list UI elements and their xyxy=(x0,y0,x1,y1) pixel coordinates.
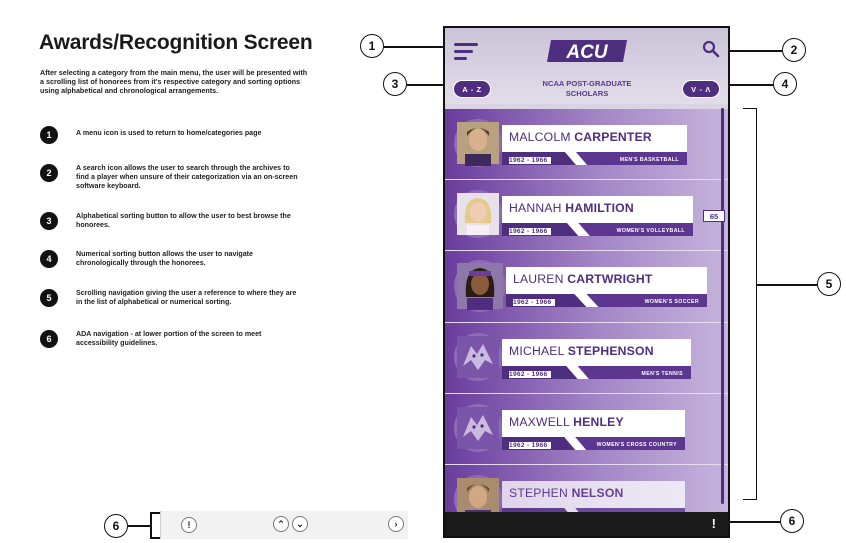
ada-alert-button[interactable]: ! xyxy=(181,517,197,533)
callout-bracket xyxy=(150,512,152,539)
callout-2: 2 xyxy=(782,38,806,62)
honoree-sport: MEN'S TENNIS xyxy=(641,371,683,377)
ada-scroll-up-button[interactable]: ⌃ xyxy=(273,516,289,532)
ada-navigation-bar xyxy=(445,512,728,536)
ada-next-button[interactable]: › xyxy=(388,516,404,532)
honoree-list[interactable] xyxy=(445,105,728,510)
scroll-track[interactable] xyxy=(721,108,724,504)
honoree-name: HANNAH HAMILTION xyxy=(509,201,634,215)
honoree-sport: MEN'S BASKETBALL xyxy=(619,157,679,163)
honoree-card xyxy=(502,125,687,165)
category-title-line1: NCAA POST-GRADUATE xyxy=(542,79,632,88)
callout-line xyxy=(728,521,780,523)
note-number: 4 xyxy=(40,250,58,268)
female-athlete-photo xyxy=(454,190,502,238)
category-title-line2: SCHOLARS xyxy=(565,89,609,98)
note-number: 5 xyxy=(40,289,58,307)
callout-5: 5 xyxy=(817,272,841,296)
scroll-bracket xyxy=(743,108,757,500)
honoree-years: 1962 - 1966 xyxy=(509,157,551,164)
logo-text: ACU xyxy=(566,42,608,63)
note-text: A search icon allows the user to search through the archives to find a player when unsure of their categorization via an on-screen software keyboard. xyxy=(76,164,298,191)
note-number: 2 xyxy=(40,164,58,182)
menu-icon[interactable] xyxy=(454,41,480,61)
honoree-years: 1962 - 1966 xyxy=(509,228,551,235)
note-text: Scrolling navigation giving the user a reference to where they are in the list of alphabetical or numerical sorting. xyxy=(76,289,297,307)
honoree-years: 1962 - 1966 xyxy=(513,299,555,306)
honoree-row[interactable] xyxy=(445,251,728,323)
honoree-card xyxy=(502,339,691,379)
ada-alert-button[interactable]: ! xyxy=(711,516,716,531)
note-text: Alphabetical sorting button to allow the user to best browse the honorees. xyxy=(76,212,291,230)
note-text: ADA navigation - at lower portion of the screen to meet accessibility guidelines. xyxy=(76,330,262,348)
callout-line xyxy=(722,50,782,52)
honoree-card xyxy=(502,410,685,450)
phone-screen xyxy=(443,26,730,538)
callout-line xyxy=(757,284,817,286)
honoree-name: STEPHEN NELSON xyxy=(509,486,624,500)
category-title xyxy=(513,79,661,99)
note-number: 6 xyxy=(40,330,58,348)
note-number: 3 xyxy=(40,212,58,230)
scroll-position-indicator[interactable]: 65 xyxy=(703,210,725,222)
callout-line xyxy=(384,46,450,48)
app-header xyxy=(445,28,728,104)
note-text: Numerical sorting button allows the user to navigate chronologically through the honorees. xyxy=(76,250,253,268)
intro-text: After selecting a category from the main menu, the user will be presented with a scrolling list of honorees from it's respective category and sorting options using alphabetical and chronological arrangements. xyxy=(40,68,308,96)
honoree-sport: WOMEN'S VOLLEYBALL xyxy=(616,228,685,234)
honoree-row[interactable] xyxy=(445,180,728,251)
honoree-name: LAUREN CARTWRIGHT xyxy=(513,272,653,286)
sort-alphabetical-button[interactable]: A - Z xyxy=(453,80,491,98)
honoree-card xyxy=(506,267,707,307)
note-number: 1 xyxy=(40,126,58,144)
callout-bracket xyxy=(150,537,160,539)
male-athlete-photo xyxy=(454,119,502,167)
ada-navigation-sample xyxy=(160,511,408,539)
callout-1: 1 xyxy=(360,34,384,58)
acu-logo xyxy=(545,38,629,64)
ada-scroll-down-button[interactable]: ⌄ xyxy=(292,516,308,532)
honoree-name: MICHAEL STEPHENSON xyxy=(509,344,654,358)
honoree-row[interactable] xyxy=(445,323,728,394)
callout-bracket xyxy=(150,512,160,514)
honoree-name: MAXWELL HENLEY xyxy=(509,415,624,429)
honoree-card xyxy=(502,196,693,236)
callout-3: 3 xyxy=(383,72,407,96)
callout-6-right: 6 xyxy=(780,509,804,533)
callout-4: 4 xyxy=(773,72,797,96)
honoree-years: 1962 - 1966 xyxy=(509,371,551,378)
sort-numerical-button[interactable]: V - Λ xyxy=(682,80,720,98)
female-athlete-photo xyxy=(454,260,506,312)
search-icon[interactable] xyxy=(702,40,720,58)
honoree-name: MALCOLM CARPENTER xyxy=(509,130,652,144)
callout-6-left: 6 xyxy=(104,514,128,538)
note-text: A menu icon is used to return to home/categories page xyxy=(76,129,262,137)
callout-line xyxy=(128,525,150,527)
honoree-years: 1962 - 1966 xyxy=(509,442,551,449)
page-title: Awards/Recognition Screen xyxy=(39,31,313,54)
honoree-sport: WOMEN'S CROSS COUNTRY xyxy=(596,442,677,448)
wildcat-logo xyxy=(454,404,502,452)
wildcat-logo xyxy=(454,333,502,381)
honoree-row[interactable] xyxy=(445,109,728,180)
honoree-sport: WOMEN'S SOCCER xyxy=(644,299,699,305)
honoree-row[interactable] xyxy=(445,394,728,465)
